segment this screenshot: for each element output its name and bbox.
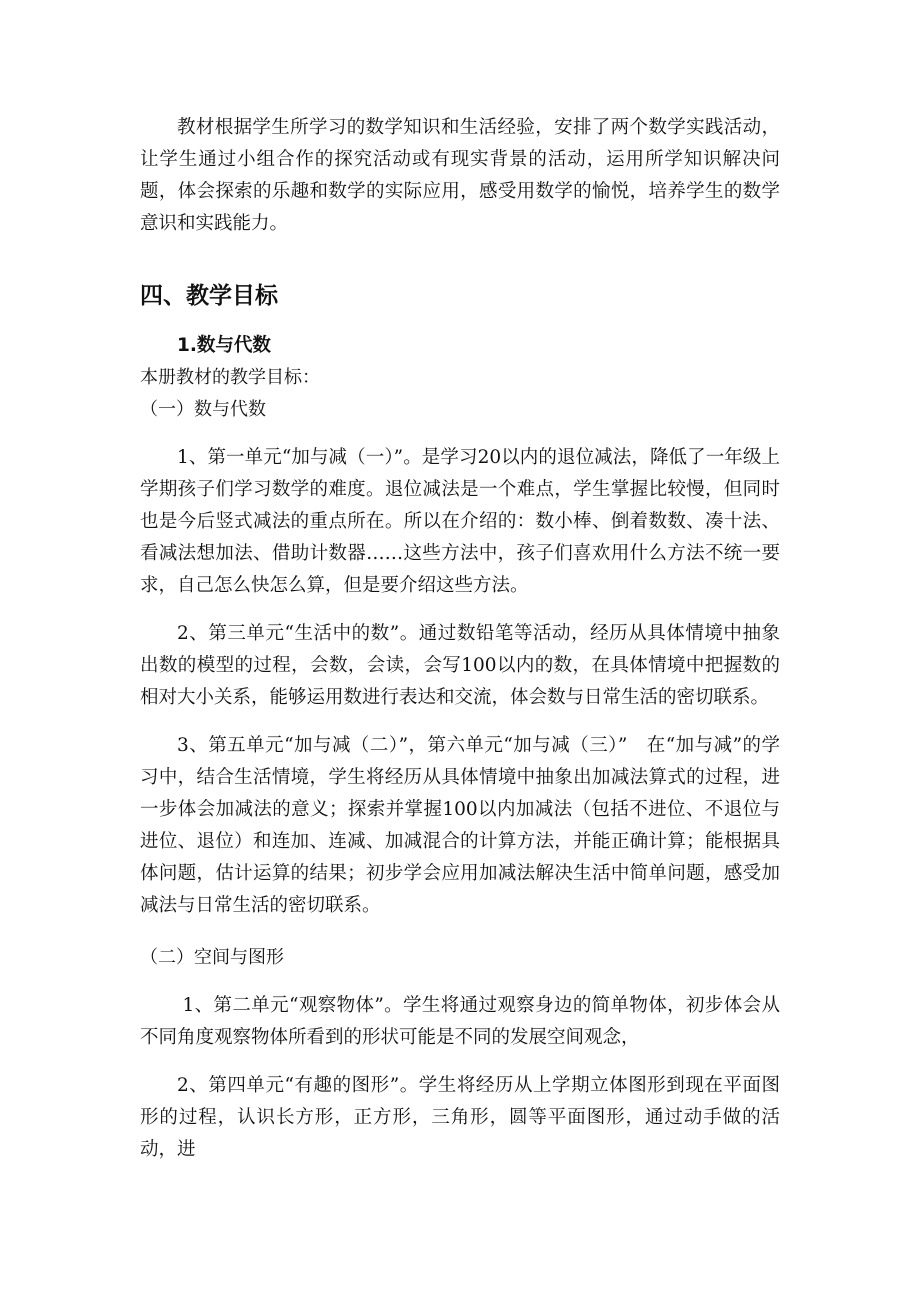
part1-title: （一）数与代数 (140, 399, 266, 420)
part2-item-2: 2、第四单元“有趣的图形”。学生将经历从上学期立体图形到现在平面图形的过程，认识长方形，正方形，三角形，圆等平面图形，通过动手做的活动，进 (140, 1075, 780, 1160)
part2-item-1: 1、第二单元“观察物体”。学生将通过观察身边的简单物体，初步体会从不同角度观察物体所看到的形状可能是不同的发展空间观念， (140, 995, 780, 1048)
part1-item-2: 2、第三单元“生活中的数”。通过数铅笔等活动，经历从具体情境中抽象出数的模型的过程，会数，会读，会写100以内的数，在具体情境中把握数的相对大小关系，能够运用数进行表达和交流，体会数与日常生活的密切联系。 (140, 623, 780, 708)
section-title: 四、教学目标 (140, 283, 278, 309)
goals-intro-line: 本册教材的教学目标： (140, 367, 320, 388)
part1-item-3: 3、第五单元“加与减（二）”，第六单元“加与减（三）” 在“加与减”的学习中，结合生活情境，学生将经历从具体情境中抽象出加减法算式的过程，进一步体会加减法的意义；探索并掌握100以内加减法（包括不进位、不退位与进位、退位）和连加、连减、加减混合的计算方法，并能正确计算；能根据具体问题，估计运算的结果；初步学会应用加减法解决生活中简单问题，感受加减法与日常生活的密切联系。 (140, 735, 780, 916)
subsection-title: 1.数与代数 (177, 335, 271, 356)
intro-paragraph: 教材根据学生所学习的数学知识和生活经验，安排了两个数学实践活动，让学生通过小组合作的探究活动或有现实背景的活动，运用所学知识解决问题，体会探索的乐趣和数学的实际应用，感受用数学的愉悦，培养学生的数学意识和实践能力。 (140, 117, 780, 234)
part2-title: （二）空间与图形 (140, 947, 284, 968)
part1-item-1: 1、第一单元“加与减（一）”。是学习20以内的退位减法，降低了一年级上学期孩子们学习数学的难度。退位减法是一个难点，学生掌握比较慢，但同时也是今后竖式减法的重点所在。所以在介绍的：数小棒、倒着数数、凑十法、看减法想加法、借助计数器……这些方法中，孩子们喜欢用什么方法不统一要求，自己怎么快怎么算，但是要介绍这些方法。 (140, 447, 780, 596)
